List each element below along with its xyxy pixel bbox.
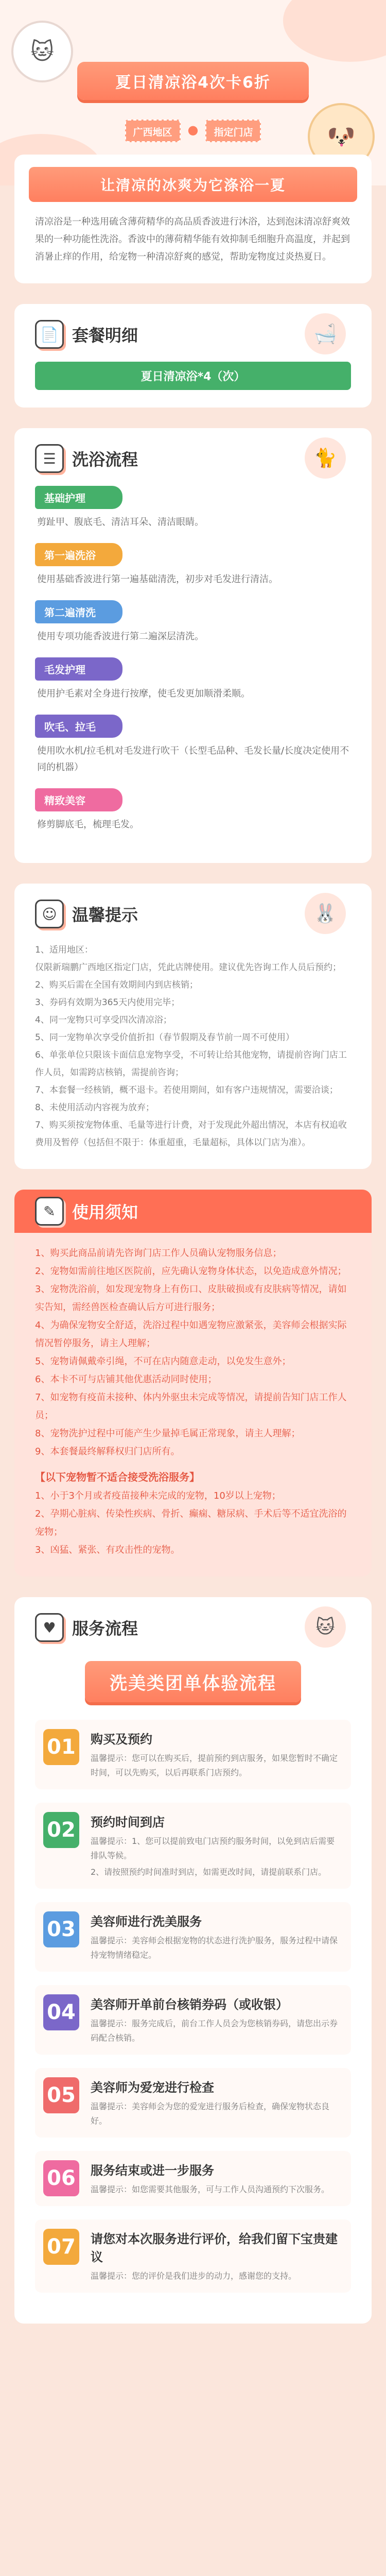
tip-line: 5、同一宠物单次享受价值折扣（春节假期及春节前一周不可使用） <box>35 1032 294 1043</box>
step-text: 温馨提示：美容师会根据宠物的状态进行洗护服务，服务过程中请保持宠物情绪稳定。 <box>91 1936 338 1960</box>
flow-item <box>35 543 351 588</box>
step-text: 温馨提示：您的评价是我们进步的动力，感谢您的支持。 <box>91 2271 297 2281</box>
service-step <box>35 1803 351 1889</box>
package-header <box>35 316 351 352</box>
flow-step-text: 使用吹水机/拉毛机对毛发进行吹干（长型毛品种、毛发长量/长度决定使用不同的机器） <box>37 745 349 773</box>
hero-tags <box>116 120 270 142</box>
tips-header <box>35 896 351 932</box>
tip-line: 仅限新瑞鹏广西地区指定门店，凭此店牌使用。建议优先咨询工作人员后预约； <box>35 962 341 973</box>
flow-step-label: 第二遍清洗 <box>35 600 122 623</box>
tag-separator: ● <box>187 123 199 137</box>
step-title: 购买及预约 <box>91 1732 152 1747</box>
notice-list <box>35 1244 351 1461</box>
cloud-decoration <box>283 0 386 62</box>
rabbit-icon: 🐰 <box>305 893 346 934</box>
tips-title: 温馨提示 <box>72 905 138 925</box>
notice-line: 3、宠物洗浴前，如发现宠物身上有伤口、皮肤破损或有皮肤病等情况，请如实告知，需经兽医检查确认后方可进行服务； <box>35 1284 347 1313</box>
tip-line: 6、单张单位只限该卡面信息宠物享受，不可转让给其他宠物，请提前咨询门店工作人员，如需跨店核销，需提前咨询； <box>35 1050 347 1078</box>
service-step <box>35 2068 351 2138</box>
step-title: 预约时间到店 <box>91 1815 165 1829</box>
document-icon: 📄 <box>35 320 64 349</box>
service-step <box>35 1902 351 1972</box>
package-item: 夏日清凉浴*4（次） <box>35 362 351 390</box>
step-title: 请您对本次服务进行评价，给我们留下宝贵建议 <box>91 2232 338 2264</box>
flow-step-label: 毛发护理 <box>35 657 122 681</box>
step-number: 03 <box>43 1911 79 1947</box>
step-number: 07 <box>43 2229 79 2265</box>
step-title: 美容师进行洗美服务 <box>91 1914 202 1929</box>
step-number: 04 <box>43 1994 79 2030</box>
flow-step-text: 剪趾甲、腹底毛、清洁耳朵、清洁眼睛。 <box>37 517 204 528</box>
flow-step-label: 基础护理 <box>35 486 122 509</box>
cat-towel-icon: 🐈 <box>305 437 346 479</box>
tip-line: 4、同一宠物只可享受四次清凉浴； <box>35 1015 172 1025</box>
step-body <box>91 1994 343 2045</box>
edit-icon: ✎ <box>35 1197 64 1226</box>
flow-step-label: 吹毛、拉毛 <box>35 715 122 738</box>
step-text: 温馨提示：1、您可以提前致电门店预约服务时间，以免到店后需要排队等候。 <box>91 1836 335 1860</box>
notice-sub-line: 1、小于3个月或者疫苗接种未完成的宠物，10岁以上宠物； <box>35 1490 281 1501</box>
flow-item <box>35 600 351 645</box>
service-step <box>35 2219 351 2293</box>
notice-sub-list <box>35 1487 351 1559</box>
notice-line: 7、如宠物有疫苗未接种、体内外驱虫未完成等情况，请提前告知门店工作人员； <box>35 1392 347 1421</box>
notice-line: 8、宠物洗护过程中可能产生少量掉毛属正常现象，请主人理解； <box>35 1428 301 1439</box>
region-tag: 广西地区 <box>125 120 181 142</box>
notice-line: 1、购买此商品前请先咨询门店工作人员确认宠物服务信息； <box>35 1248 282 1259</box>
step-body <box>91 2077 343 2128</box>
flow-item <box>35 788 351 833</box>
package-card <box>14 304 372 408</box>
flow-step-label: 精致美容 <box>35 788 122 811</box>
flow-list <box>35 486 351 833</box>
flow-item <box>35 715 351 776</box>
step-body <box>91 1911 343 1962</box>
smile-icon: ☺ <box>35 900 64 928</box>
notice-line: 4、为确保宠物安全舒适，洗浴过程中如遇宠物应激紧张，美容师会根据实际情况暂停服务，请主人理解； <box>35 1320 347 1349</box>
notice-line: 6、本卡不可与店铺其他优惠活动同时使用； <box>35 1374 217 1385</box>
service-banner: 洗美类团单体验流程 <box>85 1661 301 1702</box>
flow-step-label: 第一遍洗浴 <box>35 543 122 566</box>
notice-line: 9、本套餐最终解释权归门店所有。 <box>35 1446 180 1457</box>
notice-card <box>14 1190 372 1577</box>
list-icon: ☰ <box>35 444 64 473</box>
store-tag: 指定门店 <box>205 120 261 142</box>
tip-line: 2、购买后需在全国有效期间内到店核销； <box>35 980 198 990</box>
step-number: 05 <box>43 2077 79 2113</box>
cat-icon: 🐱 <box>305 1606 346 1648</box>
tip-line: 1、适用地区： <box>35 945 93 955</box>
package-title: 套餐明细 <box>72 326 138 345</box>
step-title: 美容师为爱宠进行检查 <box>91 2080 214 2095</box>
step-body <box>91 1812 343 1879</box>
tip-line: 7、购买须按宠物体重、毛量等进行计费，对于发现此外超出情况，本店有权追收费用及暂停（包括但不限于：体重超重，毛量超标，具体以门店为准）。 <box>35 1120 347 1148</box>
dog-mascot-icon: 🐶 <box>308 103 375 170</box>
flow-step-text: 使用专项功能香波进行第二遍深层清洗。 <box>37 631 204 642</box>
flow-item <box>35 657 351 702</box>
step-number: 01 <box>43 1729 79 1765</box>
service-title: 服务流程 <box>72 1619 138 1638</box>
notice-sub-line: 2、孕期心脏病、传染性疾病、骨折、癫痫、糖尿病、手术后等不适宜洗浴的宠物； <box>35 1509 347 1537</box>
tip-line: 8、未使用活动内容视为放弃； <box>35 1103 154 1113</box>
flow-card <box>14 428 372 863</box>
tips-card <box>14 884 372 1169</box>
step-text: 温馨提示：您可以在购买后，提前预约到店服务，如果您暂时不确定时间，可以先购买，以后再联系门店预约。 <box>91 1753 338 1777</box>
step-title: 服务结束或进一步服务 <box>91 2163 214 2178</box>
step-title: 美容师开单前台核销券码（或收银） <box>91 1997 288 2012</box>
intro-banner: 让清凉的冰爽为它涤浴一夏 <box>29 167 357 202</box>
service-header <box>35 1609 351 1646</box>
flow-step-text: 使用护毛素对全身进行按摩，使毛发更加顺滑柔顺。 <box>37 688 250 699</box>
hero-title: 夏日清凉浴4次卡6折 <box>115 74 271 92</box>
flow-title: 洗浴流程 <box>72 450 138 469</box>
service-step <box>35 1985 351 2055</box>
tip-line: 3、券码有效期为365天内使用完毕； <box>35 997 180 1008</box>
step-body <box>91 1729 343 1780</box>
step-list <box>35 1720 351 2293</box>
notice-sub-line: 3、凶猛、紧张、有攻击性的宠物。 <box>35 1545 180 1555</box>
flow-step-text: 使用基础香波进行第一遍基础清洗，初步对毛发进行清洁。 <box>37 574 278 585</box>
tip-line: 7、本套餐一经核销，概不退卡。若使用期间，如有客户违规情况，需要洽谈； <box>35 1085 338 1095</box>
step-text: 温馨提示：如您需要其他服务，可与工作人员沟通预约下次服务。 <box>91 2184 330 2194</box>
notice-title: 使用须知 <box>72 1202 138 1222</box>
step-text: 2、请按照预约时间准时到店，如需更改时间，请提前联系门店。 <box>91 1867 327 1877</box>
step-text: 温馨提示：美容师会为您的爱宠进行服务后检查，确保宠物状态良好。 <box>91 2102 330 2126</box>
step-body <box>91 2229 343 2283</box>
intro-card <box>14 155 372 283</box>
intro-text: 清凉浴是一种选用硫含薄荷精华的高品质香波进行沐浴，达到泡沫清凉舒爽效果的一种功能性洗浴。香波中的薄荷精华能有效抑制毛细胞升高温度，并起到消暑止痒的作用，给宠物一种清凉舒爽的感觉，帮助宠物度过炎热夏日。 <box>35 216 350 262</box>
notice-sub-title: 【以下宠物暂不适合接受洗浴服务】 <box>35 1471 200 1483</box>
step-number: 02 <box>43 1812 79 1848</box>
step-number: 06 <box>43 2160 79 2196</box>
service-step <box>35 2151 351 2206</box>
heart-icon: ♥ <box>35 1613 64 1642</box>
notice-line: 5、宠物请佩戴牵引绳，不可在店内随意走动，以免发生意外； <box>35 1356 291 1367</box>
tips-list <box>35 941 351 1151</box>
step-body <box>91 2160 343 2197</box>
step-text: 温馨提示：服务完成后，前台工作人员会为您核销券码，请您出示券码配合核销。 <box>91 2019 338 2043</box>
flow-step-text: 修剪脚底毛，梳理毛发。 <box>37 819 139 830</box>
service-step <box>35 1720 351 1789</box>
cat-mascot-icon: 🐱 <box>11 21 73 82</box>
cat-bath-icon: 🛁 <box>305 313 346 354</box>
hero-title-box <box>77 62 309 100</box>
notice-header <box>14 1190 372 1233</box>
flow-item <box>35 486 351 531</box>
notice-line: 2、宠物如需前往地区医院前，应先确认宠物身体状态，以免造成意外情况； <box>35 1266 347 1277</box>
flow-header <box>35 440 351 477</box>
service-card <box>14 1597 372 2324</box>
